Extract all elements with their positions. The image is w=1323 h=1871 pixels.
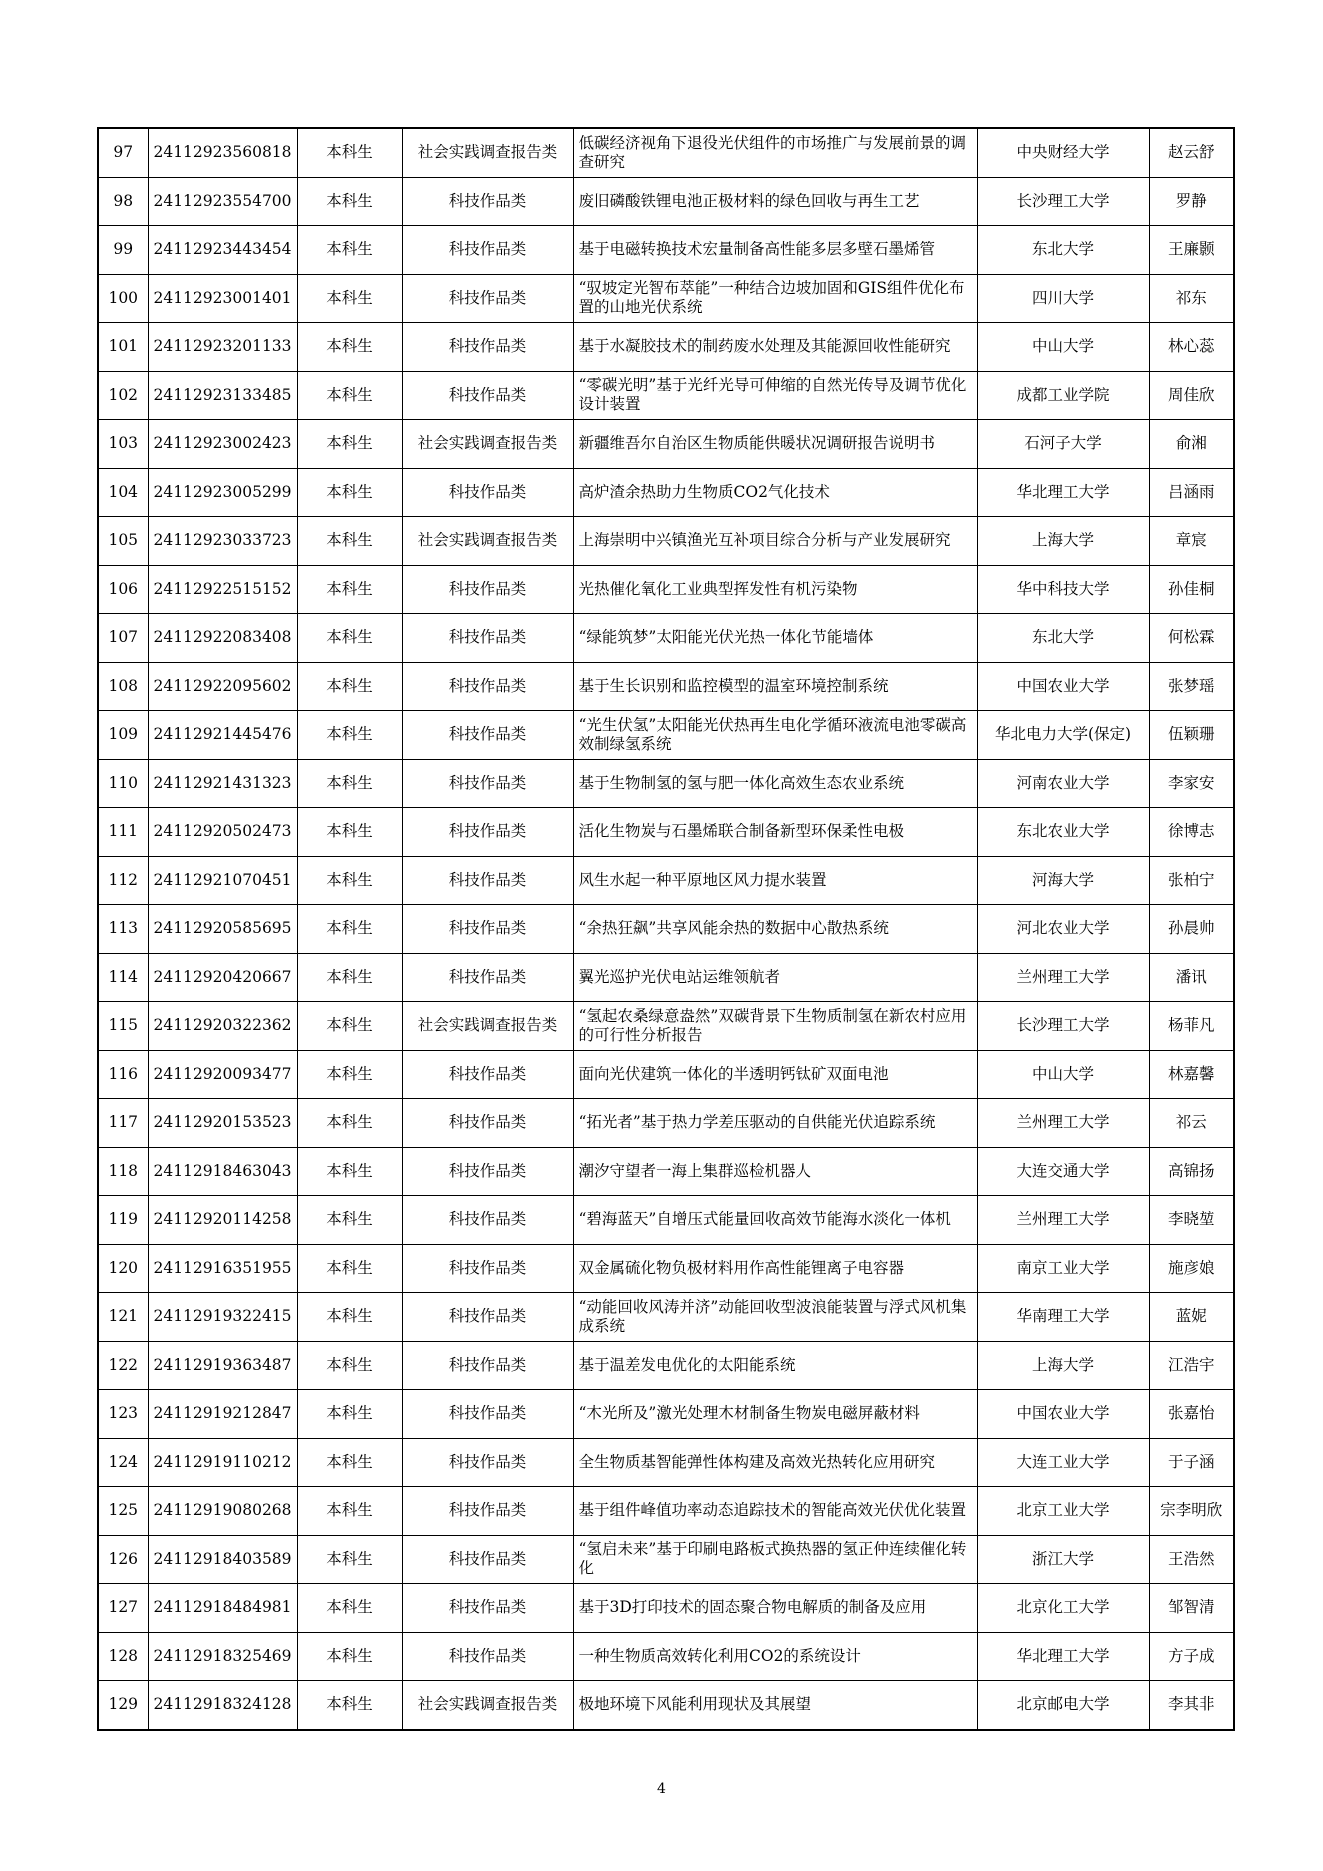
project-id-cell: 24112919110212	[148, 1438, 297, 1487]
project-id-cell: 24112923554700	[148, 177, 297, 226]
student-name-cell: 吕涵雨	[1149, 468, 1234, 517]
student-level-cell: 本科生	[297, 905, 402, 954]
table-row	[98, 953, 1234, 1002]
project-title-cell: 全生物质基智能弹性体构建及高效光热转化应用研究	[573, 1438, 977, 1487]
school-cell: 华北电力大学(保定)	[977, 711, 1149, 760]
table-row	[98, 420, 1234, 469]
project-title-cell: 基于水凝胶技术的制药废水处理及其能源回收性能研究	[573, 323, 977, 372]
category-cell: 科技作品类	[402, 1584, 573, 1633]
table-row	[98, 371, 1234, 420]
project-title-cell: 高炉渣余热助力生物质CO2气化技术	[573, 468, 977, 517]
project-title-cell: “绿能筑梦”太阳能光伏光热一体化节能墙体	[573, 614, 977, 663]
row-number-cell: 127	[98, 1584, 148, 1633]
project-id-cell: 24112918484981	[148, 1584, 297, 1633]
student-name-cell: 于子涵	[1149, 1438, 1234, 1487]
student-level-cell: 本科生	[297, 517, 402, 566]
student-name-cell: 张梦瑶	[1149, 662, 1234, 711]
row-number-cell: 111	[98, 808, 148, 857]
student-name-cell: 宗李明欣	[1149, 1487, 1234, 1536]
student-name-cell: 李其非	[1149, 1681, 1234, 1730]
table-row	[98, 1632, 1234, 1681]
student-level-cell: 本科生	[297, 711, 402, 760]
row-number-cell: 105	[98, 517, 148, 566]
project-title-cell: 基于生物制氢的氢与肥一体化高效生态农业系统	[573, 759, 977, 808]
category-cell: 科技作品类	[402, 1535, 573, 1584]
table-row	[98, 856, 1234, 905]
school-cell: 北京化工大学	[977, 1584, 1149, 1633]
student-level-cell: 本科生	[297, 1147, 402, 1196]
school-cell: 南京工业大学	[977, 1244, 1149, 1293]
row-number-cell: 121	[98, 1293, 148, 1342]
project-id-cell: 24112920322362	[148, 1002, 297, 1051]
project-id-cell: 24112923005299	[148, 468, 297, 517]
category-cell: 科技作品类	[402, 662, 573, 711]
student-name-cell: 王廉颢	[1149, 226, 1234, 275]
table-row	[98, 1002, 1234, 1051]
student-name-cell: 杨菲凡	[1149, 1002, 1234, 1051]
student-level-cell: 本科生	[297, 128, 402, 177]
category-cell: 科技作品类	[402, 1438, 573, 1487]
student-level-cell: 本科生	[297, 1584, 402, 1633]
project-title-cell: “氢起农桑绿意盎然”双碳背景下生物质制氢在新农村应用的可行性分析报告	[573, 1002, 977, 1051]
category-cell: 科技作品类	[402, 711, 573, 760]
row-number-cell: 124	[98, 1438, 148, 1487]
project-title-cell: 基于组件峰值功率动态追踪技术的智能高效光伏优化装置	[573, 1487, 977, 1536]
student-level-cell: 本科生	[297, 1390, 402, 1439]
student-name-cell: 高锦扬	[1149, 1147, 1234, 1196]
school-cell: 河海大学	[977, 856, 1149, 905]
row-number-cell: 114	[98, 953, 148, 1002]
table-row	[98, 711, 1234, 760]
row-number-cell: 122	[98, 1341, 148, 1390]
project-id-cell: 24112921445476	[148, 711, 297, 760]
project-title-cell: 双金属硫化物负极材料用作高性能锂离子电容器	[573, 1244, 977, 1293]
table-row	[98, 323, 1234, 372]
school-cell: 东北大学	[977, 614, 1149, 663]
student-level-cell: 本科生	[297, 808, 402, 857]
project-title-cell: “零碳光明”基于光纤光导可伸缩的自然光传导及调节优化设计装置	[573, 371, 977, 420]
category-cell: 科技作品类	[402, 1099, 573, 1148]
school-cell: 华中科技大学	[977, 565, 1149, 614]
project-id-cell: 24112922083408	[148, 614, 297, 663]
table-row	[98, 226, 1234, 275]
category-cell: 科技作品类	[402, 614, 573, 663]
school-cell: 成都工业学院	[977, 371, 1149, 420]
student-name-cell: 林心蕊	[1149, 323, 1234, 372]
row-number-cell: 117	[98, 1099, 148, 1148]
project-id-cell: 24112918463043	[148, 1147, 297, 1196]
project-id-cell: 24112920114258	[148, 1196, 297, 1245]
student-level-cell: 本科生	[297, 953, 402, 1002]
project-title-cell: “拓光者”基于热力学差压驱动的自供能光伏追踪系统	[573, 1099, 977, 1148]
student-name-cell: 周佳欣	[1149, 371, 1234, 420]
category-cell: 社会实践调查报告类	[402, 420, 573, 469]
student-name-cell: 张嘉怡	[1149, 1390, 1234, 1439]
category-cell: 科技作品类	[402, 1147, 573, 1196]
student-level-cell: 本科生	[297, 274, 402, 323]
table-row	[98, 1487, 1234, 1536]
project-id-cell: 24112920153523	[148, 1099, 297, 1148]
table-row	[98, 1584, 1234, 1633]
table-row	[98, 1050, 1234, 1099]
project-title-cell: 基于3D打印技术的固态聚合物电解质的制备及应用	[573, 1584, 977, 1633]
table-row	[98, 1147, 1234, 1196]
student-name-cell: 蓝妮	[1149, 1293, 1234, 1342]
project-title-cell: “碧海蓝天”自增压式能量回收高效节能海水淡化一体机	[573, 1196, 977, 1245]
category-cell: 科技作品类	[402, 1244, 573, 1293]
row-number-cell: 112	[98, 856, 148, 905]
table-row	[98, 1099, 1234, 1148]
school-cell: 中山大学	[977, 323, 1149, 372]
table-body	[98, 128, 1234, 1730]
project-title-cell: 基于电磁转换技术宏量制备高性能多层多壁石墨烯管	[573, 226, 977, 275]
row-number-cell: 120	[98, 1244, 148, 1293]
page-number: 4	[657, 1781, 666, 1797]
student-name-cell: 徐博志	[1149, 808, 1234, 857]
category-cell: 科技作品类	[402, 1050, 573, 1099]
project-id-cell: 24112918324128	[148, 1681, 297, 1730]
table-row	[98, 1293, 1234, 1342]
project-id-cell: 24112923001401	[148, 274, 297, 323]
category-cell: 科技作品类	[402, 1341, 573, 1390]
category-cell: 科技作品类	[402, 1196, 573, 1245]
project-title-cell: 活化生物炭与石墨烯联合制备新型环保柔性电极	[573, 808, 977, 857]
student-name-cell: 赵云舒	[1149, 128, 1234, 177]
student-level-cell: 本科生	[297, 614, 402, 663]
student-name-cell: 孙晨帅	[1149, 905, 1234, 954]
row-number-cell: 106	[98, 565, 148, 614]
student-name-cell: 祁云	[1149, 1099, 1234, 1148]
student-level-cell: 本科生	[297, 1050, 402, 1099]
row-number-cell: 126	[98, 1535, 148, 1584]
student-name-cell: 潘讯	[1149, 953, 1234, 1002]
project-id-cell: 24112918403589	[148, 1535, 297, 1584]
project-title-cell: 潮汐守望者一海上集群巡检机器人	[573, 1147, 977, 1196]
project-id-cell: 24112919212847	[148, 1390, 297, 1439]
table-row	[98, 565, 1234, 614]
table-row	[98, 1535, 1234, 1584]
project-id-cell: 24112922095602	[148, 662, 297, 711]
table-row	[98, 1341, 1234, 1390]
school-cell: 四川大学	[977, 274, 1149, 323]
student-level-cell: 本科生	[297, 323, 402, 372]
category-cell: 科技作品类	[402, 1390, 573, 1439]
school-cell: 华北理工大学	[977, 468, 1149, 517]
row-number-cell: 97	[98, 128, 148, 177]
project-id-cell: 24112923033723	[148, 517, 297, 566]
school-cell: 上海大学	[977, 517, 1149, 566]
category-cell: 社会实践调查报告类	[402, 128, 573, 177]
table-row	[98, 128, 1234, 177]
school-cell: 河北农业大学	[977, 905, 1149, 954]
category-cell: 科技作品类	[402, 856, 573, 905]
row-number-cell: 128	[98, 1632, 148, 1681]
school-cell: 大连交通大学	[977, 1147, 1149, 1196]
table-row	[98, 274, 1234, 323]
category-cell: 科技作品类	[402, 468, 573, 517]
table-row	[98, 1681, 1234, 1730]
project-id-cell: 24112921070451	[148, 856, 297, 905]
student-level-cell: 本科生	[297, 1535, 402, 1584]
table-row	[98, 1196, 1234, 1245]
category-cell: 科技作品类	[402, 953, 573, 1002]
student-level-cell: 本科生	[297, 1293, 402, 1342]
row-number-cell: 109	[98, 711, 148, 760]
project-id-cell: 24112919322415	[148, 1293, 297, 1342]
category-cell: 科技作品类	[402, 1632, 573, 1681]
student-level-cell: 本科生	[297, 565, 402, 614]
project-title-cell: 光热催化氧化工业典型挥发性有机污染物	[573, 565, 977, 614]
student-name-cell: 方子成	[1149, 1632, 1234, 1681]
school-cell: 北京邮电大学	[977, 1681, 1149, 1730]
category-cell: 科技作品类	[402, 274, 573, 323]
project-id-cell: 24112920093477	[148, 1050, 297, 1099]
student-name-cell: 施彦娘	[1149, 1244, 1234, 1293]
project-title-cell: 极地环境下风能利用现状及其展望	[573, 1681, 977, 1730]
school-cell: 北京工业大学	[977, 1487, 1149, 1536]
school-cell: 中山大学	[977, 1050, 1149, 1099]
student-level-cell: 本科生	[297, 177, 402, 226]
row-number-cell: 99	[98, 226, 148, 275]
category-cell: 科技作品类	[402, 565, 573, 614]
student-name-cell: 章宸	[1149, 517, 1234, 566]
category-cell: 社会实践调查报告类	[402, 1002, 573, 1051]
school-cell: 石河子大学	[977, 420, 1149, 469]
project-id-cell: 24112918325469	[148, 1632, 297, 1681]
student-name-cell: 何松霖	[1149, 614, 1234, 663]
row-number-cell: 119	[98, 1196, 148, 1245]
student-level-cell: 本科生	[297, 371, 402, 420]
table-row	[98, 614, 1234, 663]
category-cell: 科技作品类	[402, 808, 573, 857]
student-name-cell: 祁东	[1149, 274, 1234, 323]
student-name-cell: 俞湘	[1149, 420, 1234, 469]
table-row	[98, 1244, 1234, 1293]
student-level-cell: 本科生	[297, 468, 402, 517]
project-title-cell: 基于生长识别和监控模型的温室环境控制系统	[573, 662, 977, 711]
project-title-cell: “余热狂飙”共享风能余热的数据中心散热系统	[573, 905, 977, 954]
row-number-cell: 100	[98, 274, 148, 323]
school-cell: 浙江大学	[977, 1535, 1149, 1584]
category-cell: 科技作品类	[402, 905, 573, 954]
project-title-cell: 风生水起一种平原地区风力提水装置	[573, 856, 977, 905]
row-number-cell: 113	[98, 905, 148, 954]
student-level-cell: 本科生	[297, 1099, 402, 1148]
project-id-cell: 24112921431323	[148, 759, 297, 808]
school-cell: 长沙理工大学	[977, 177, 1149, 226]
category-cell: 科技作品类	[402, 226, 573, 275]
project-id-cell: 24112923201133	[148, 323, 297, 372]
table-row	[98, 1390, 1234, 1439]
project-title-cell: “木光所及”激光处理木材制备生物炭电磁屏蔽材料	[573, 1390, 977, 1439]
table-row	[98, 759, 1234, 808]
row-number-cell: 125	[98, 1487, 148, 1536]
project-title-cell: “光生伏氢”太阳能光伏热再生电化学循环液流电池零碳高效制绿氢系统	[573, 711, 977, 760]
project-title-cell: “氢启未来”基于印刷电路板式换热器的氢正仲连续催化转化	[573, 1535, 977, 1584]
row-number-cell: 110	[98, 759, 148, 808]
school-cell: 华南理工大学	[977, 1293, 1149, 1342]
school-cell: 大连工业大学	[977, 1438, 1149, 1487]
project-title-cell: 面向光伏建筑一体化的半透明钙钛矿双面电池	[573, 1050, 977, 1099]
row-number-cell: 118	[98, 1147, 148, 1196]
project-id-cell: 24112923560818	[148, 128, 297, 177]
project-id-cell: 24112916351955	[148, 1244, 297, 1293]
project-id-cell: 24112923002423	[148, 420, 297, 469]
student-name-cell: 罗静	[1149, 177, 1234, 226]
student-level-cell: 本科生	[297, 1196, 402, 1245]
student-level-cell: 本科生	[297, 1681, 402, 1730]
category-cell: 科技作品类	[402, 1293, 573, 1342]
row-number-cell: 98	[98, 177, 148, 226]
project-title-cell: 废旧磷酸铁锂电池正极材料的绿色回收与再生工艺	[573, 177, 977, 226]
student-level-cell: 本科生	[297, 420, 402, 469]
project-id-cell: 24112920585695	[148, 905, 297, 954]
row-number-cell: 129	[98, 1681, 148, 1730]
project-title-cell: 新疆维吾尔自治区生物质能供暖状况调研报告说明书	[573, 420, 977, 469]
project-id-cell: 24112922515152	[148, 565, 297, 614]
student-level-cell: 本科生	[297, 1438, 402, 1487]
student-name-cell: 王浩然	[1149, 1535, 1234, 1584]
student-name-cell: 江浩宇	[1149, 1341, 1234, 1390]
category-cell: 科技作品类	[402, 323, 573, 372]
project-id-cell: 24112923443454	[148, 226, 297, 275]
student-name-cell: 林嘉馨	[1149, 1050, 1234, 1099]
table-row	[98, 177, 1234, 226]
student-name-cell: 张柏宁	[1149, 856, 1234, 905]
project-id-cell: 24112923133485	[148, 371, 297, 420]
school-cell: 河南农业大学	[977, 759, 1149, 808]
school-cell: 中国农业大学	[977, 1390, 1149, 1439]
category-cell: 社会实践调查报告类	[402, 1681, 573, 1730]
project-id-cell: 24112919363487	[148, 1341, 297, 1390]
student-level-cell: 本科生	[297, 1632, 402, 1681]
category-cell: 科技作品类	[402, 759, 573, 808]
student-level-cell: 本科生	[297, 1487, 402, 1536]
school-cell: 东北大学	[977, 226, 1149, 275]
table-row	[98, 517, 1234, 566]
project-id-cell: 24112920420667	[148, 953, 297, 1002]
table-row	[98, 1438, 1234, 1487]
student-level-cell: 本科生	[297, 226, 402, 275]
category-cell: 科技作品类	[402, 1487, 573, 1536]
row-number-cell: 101	[98, 323, 148, 372]
row-number-cell: 108	[98, 662, 148, 711]
student-name-cell: 伍颖珊	[1149, 711, 1234, 760]
table-row	[98, 905, 1234, 954]
school-cell: 中央财经大学	[977, 128, 1149, 177]
category-cell: 科技作品类	[402, 371, 573, 420]
project-list-table	[97, 127, 1235, 1731]
project-title-cell: 一种生物质高效转化利用CO2的系统设计	[573, 1632, 977, 1681]
project-title-cell: 基于温差发电优化的太阳能系统	[573, 1341, 977, 1390]
student-level-cell: 本科生	[297, 759, 402, 808]
row-number-cell: 103	[98, 420, 148, 469]
school-cell: 华北理工大学	[977, 1632, 1149, 1681]
project-id-cell: 24112919080268	[148, 1487, 297, 1536]
student-name-cell: 孙佳桐	[1149, 565, 1234, 614]
student-level-cell: 本科生	[297, 662, 402, 711]
row-number-cell: 104	[98, 468, 148, 517]
table-row	[98, 808, 1234, 857]
school-cell: 长沙理工大学	[977, 1002, 1149, 1051]
project-title-cell: “动能回收风涛并济”动能回收型波浪能装置与浮式风机集成系统	[573, 1293, 977, 1342]
school-cell: 东北农业大学	[977, 808, 1149, 857]
row-number-cell: 115	[98, 1002, 148, 1051]
student-name-cell: 李晓堃	[1149, 1196, 1234, 1245]
row-number-cell: 116	[98, 1050, 148, 1099]
project-id-cell: 24112920502473	[148, 808, 297, 857]
table-row	[98, 468, 1234, 517]
school-cell: 上海大学	[977, 1341, 1149, 1390]
student-level-cell: 本科生	[297, 1002, 402, 1051]
school-cell: 兰州理工大学	[977, 1099, 1149, 1148]
student-name-cell: 邹智清	[1149, 1584, 1234, 1633]
student-level-cell: 本科生	[297, 1244, 402, 1293]
category-cell: 科技作品类	[402, 177, 573, 226]
student-level-cell: 本科生	[297, 856, 402, 905]
row-number-cell: 102	[98, 371, 148, 420]
category-cell: 社会实践调查报告类	[402, 517, 573, 566]
student-name-cell: 李家安	[1149, 759, 1234, 808]
project-title-cell: “驭坡定光智布萃能”一种结合边坡加固和GIS组件优化布置的山地光伏系统	[573, 274, 977, 323]
row-number-cell: 107	[98, 614, 148, 663]
project-title-cell: 低碳经济视角下退役光伏组件的市场推广与发展前景的调查研究	[573, 128, 977, 177]
school-cell: 中国农业大学	[977, 662, 1149, 711]
table-row	[98, 662, 1234, 711]
school-cell: 兰州理工大学	[977, 1196, 1149, 1245]
school-cell: 兰州理工大学	[977, 953, 1149, 1002]
student-level-cell: 本科生	[297, 1341, 402, 1390]
project-title-cell: 上海崇明中兴镇渔光互补项目综合分析与产业发展研究	[573, 517, 977, 566]
project-title-cell: 翼光巡护光伏电站运维领航者	[573, 953, 977, 1002]
row-number-cell: 123	[98, 1390, 148, 1439]
